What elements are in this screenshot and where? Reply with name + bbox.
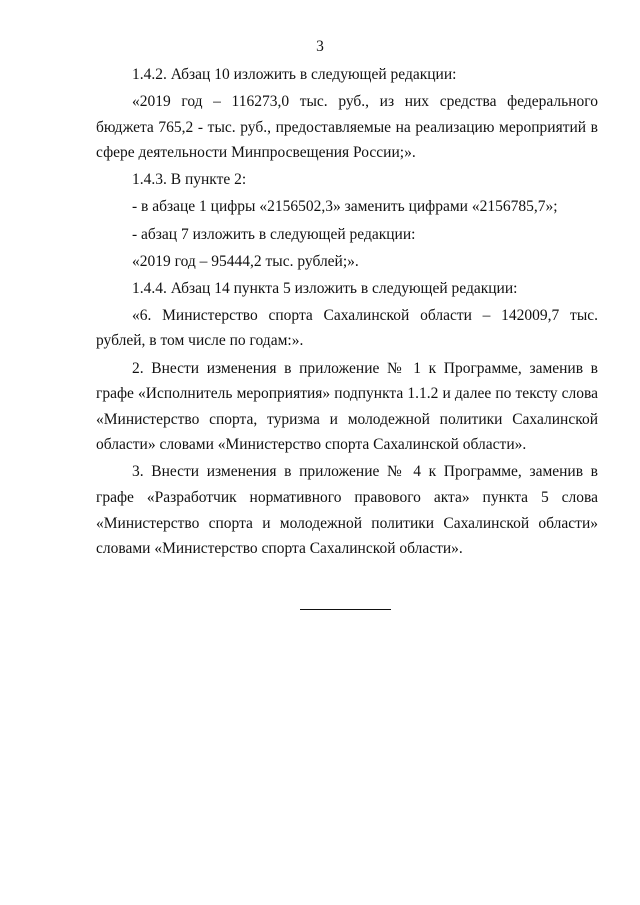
paragraph-1-4-2: 1.4.2. Абзац 10 изложить в следующей редакции: (132, 66, 457, 83)
paragraph-item-3: 3. Внести изменения в приложение № 4 к Программе, заменив в графе «Разработчик нормативного правового акта» пункта 5 слова «Министерство спорта и молодежной политики Сахалинской области» словами «Министерство спорта Сахалинской области». (96, 463, 598, 558)
paragraph-1-4-3: 1.4.3. В пункте 2: (132, 171, 247, 189)
document-body (96, 62, 598, 563)
paragraph-abzac-7: - абзац 7 изложить в следующей редакции: (132, 225, 416, 243)
paragraph-abzac-1-digits: - в абзаце 1 цифры «2156502,3» заменить цифрами «2156785,7»; (132, 198, 558, 216)
paragraph-ministry-sport-142009: «6. Министерство спорта Сахалинской области – 142009,7 тыс. рублей, в том числе по годам:». (96, 306, 598, 350)
paragraph-1-4-4: 1.4.4. Абзац 14 пункта 5 изложить в следующей редакции: (132, 279, 518, 297)
paragraph-2019-federal-budget: «2019 год – 116273,0 тыс. руб., из них средства федерального бюджета 765,2 - тыс. руб., предоставляемые на реализацию мероприятий в сфере деятельности Минпросвещения России;». (96, 93, 598, 162)
paragraph-2019-95444: «2019 год – 95444,2 тыс. рублей;». (132, 252, 359, 270)
page-number: 3 (316, 38, 324, 55)
paragraph-item-2: 2. Внести изменения в приложение № 1 к Программе, заменив в графе «Исполнитель мероприятия» подпункта 1.1.2 и далее по тексту слова «Министерство спорта, туризма и молодежной политики Сахалинской области» словами «Министерство спорта Сахалинской области». (96, 359, 598, 454)
end-of-text-rule (300, 609, 391, 610)
